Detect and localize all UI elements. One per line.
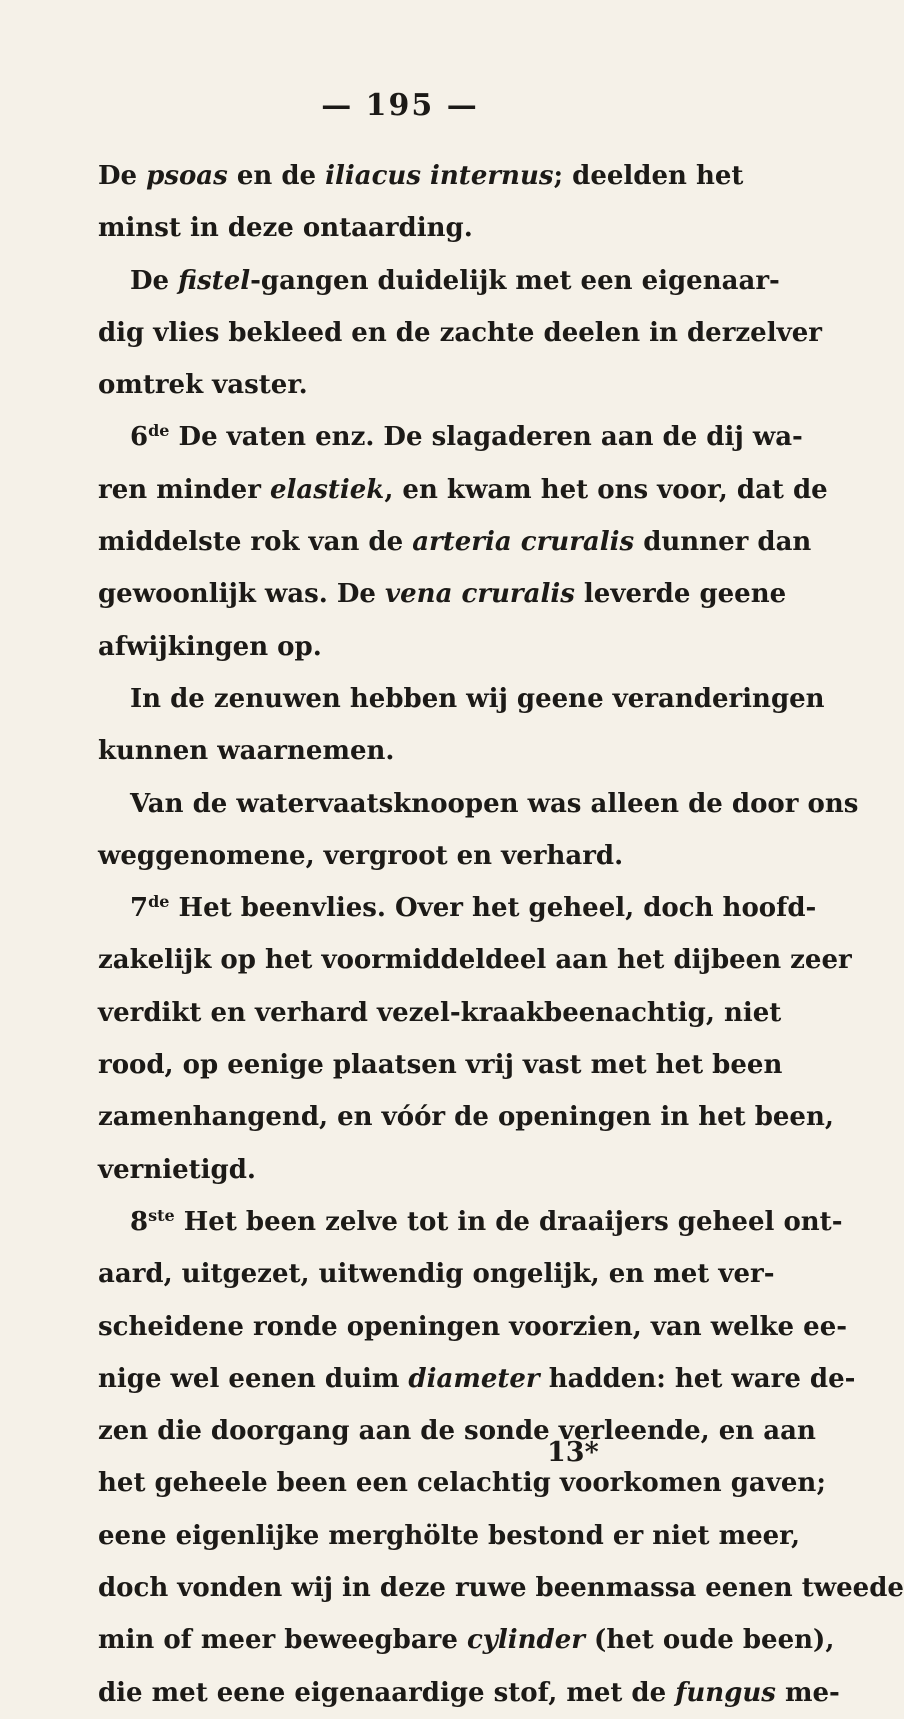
- text-line: nige wel eenen duim diameter hadden: het ware de-: [98, 1363, 856, 1394]
- page-number: — 195 —: [321, 88, 479, 123]
- text-line: In de zenuwen hebben wij geene veranderingen: [130, 683, 825, 714]
- text-line: scheidene ronde openingen voorzien, van welke ee-: [98, 1311, 848, 1342]
- text-line: zen die doorgang aan de sonde verleende, en aan: [98, 1416, 816, 1447]
- text-line: doch vonden wij in deze ruwe beenmassa eenen tweede: [98, 1573, 904, 1604]
- text-line: dig vlies bekleed en de zachte deelen in derzelver: [98, 317, 822, 348]
- text-line: kunnen waarnemen.: [98, 736, 395, 767]
- text-line: De fistel-gangen duidelijk met een eigenaar-: [130, 265, 780, 296]
- text-line: rood, op eenige plaatsen vrij vast met het been: [98, 1050, 783, 1081]
- signature-mark: 13*: [547, 1437, 599, 1468]
- text-line: minst in deze ontaarding.: [98, 213, 473, 244]
- text-line: middelste rok van de arteria cruralis dunner dan: [98, 527, 812, 558]
- text-line: vernietigd.: [98, 1154, 256, 1185]
- text-line: verdikt en verhard vezel-kraakbeenachtig, niet: [98, 997, 782, 1028]
- text-line: weggenomene, vergroot en verhard.: [98, 840, 624, 871]
- text-line: omtrek vaster.: [98, 370, 308, 401]
- text-line: zakelijk op het voormiddeldeel aan het dijbeen zeer: [98, 945, 852, 976]
- text-line: 7de Het beenvlies. Over het geheel, doch hoofd-: [130, 892, 817, 924]
- body-text: [98, 150, 904, 1719]
- text-line: gewoonlijk was. De vena cruralis leverde geene: [98, 579, 787, 610]
- text-line: De psoas en de iliacus internus; deelden het: [98, 161, 744, 191]
- text-line: 8ste Het been zelve tot in de draaijers geheel ont-: [130, 1205, 843, 1237]
- text-line: Van de watervaatsknoopen was alleen de door ons: [130, 788, 859, 819]
- text-line: aard, uitgezet, uitwendig ongelijk, en met ver-: [98, 1259, 775, 1290]
- text-line: afwijkingen op.: [98, 631, 322, 662]
- text-line: 6de De vaten enz. De slagaderen aan de dij wa-: [130, 421, 803, 453]
- text-line: ren minder elastiek, en kwam het ons voor, dat de: [98, 474, 828, 505]
- text-line: die met eene eigenaardige stof, met de fungus me-: [98, 1677, 840, 1708]
- text-line: het geheele been een celachtig voorkomen gaven;: [98, 1468, 826, 1499]
- text-line: zamenhangend, en vóór de openingen in het been,: [98, 1102, 834, 1133]
- text-line: eene eigenlijke merghölte bestond er niet meer,: [98, 1520, 801, 1551]
- text-line: min of meer beweegbare cylinder (het oude been),: [98, 1625, 835, 1656]
